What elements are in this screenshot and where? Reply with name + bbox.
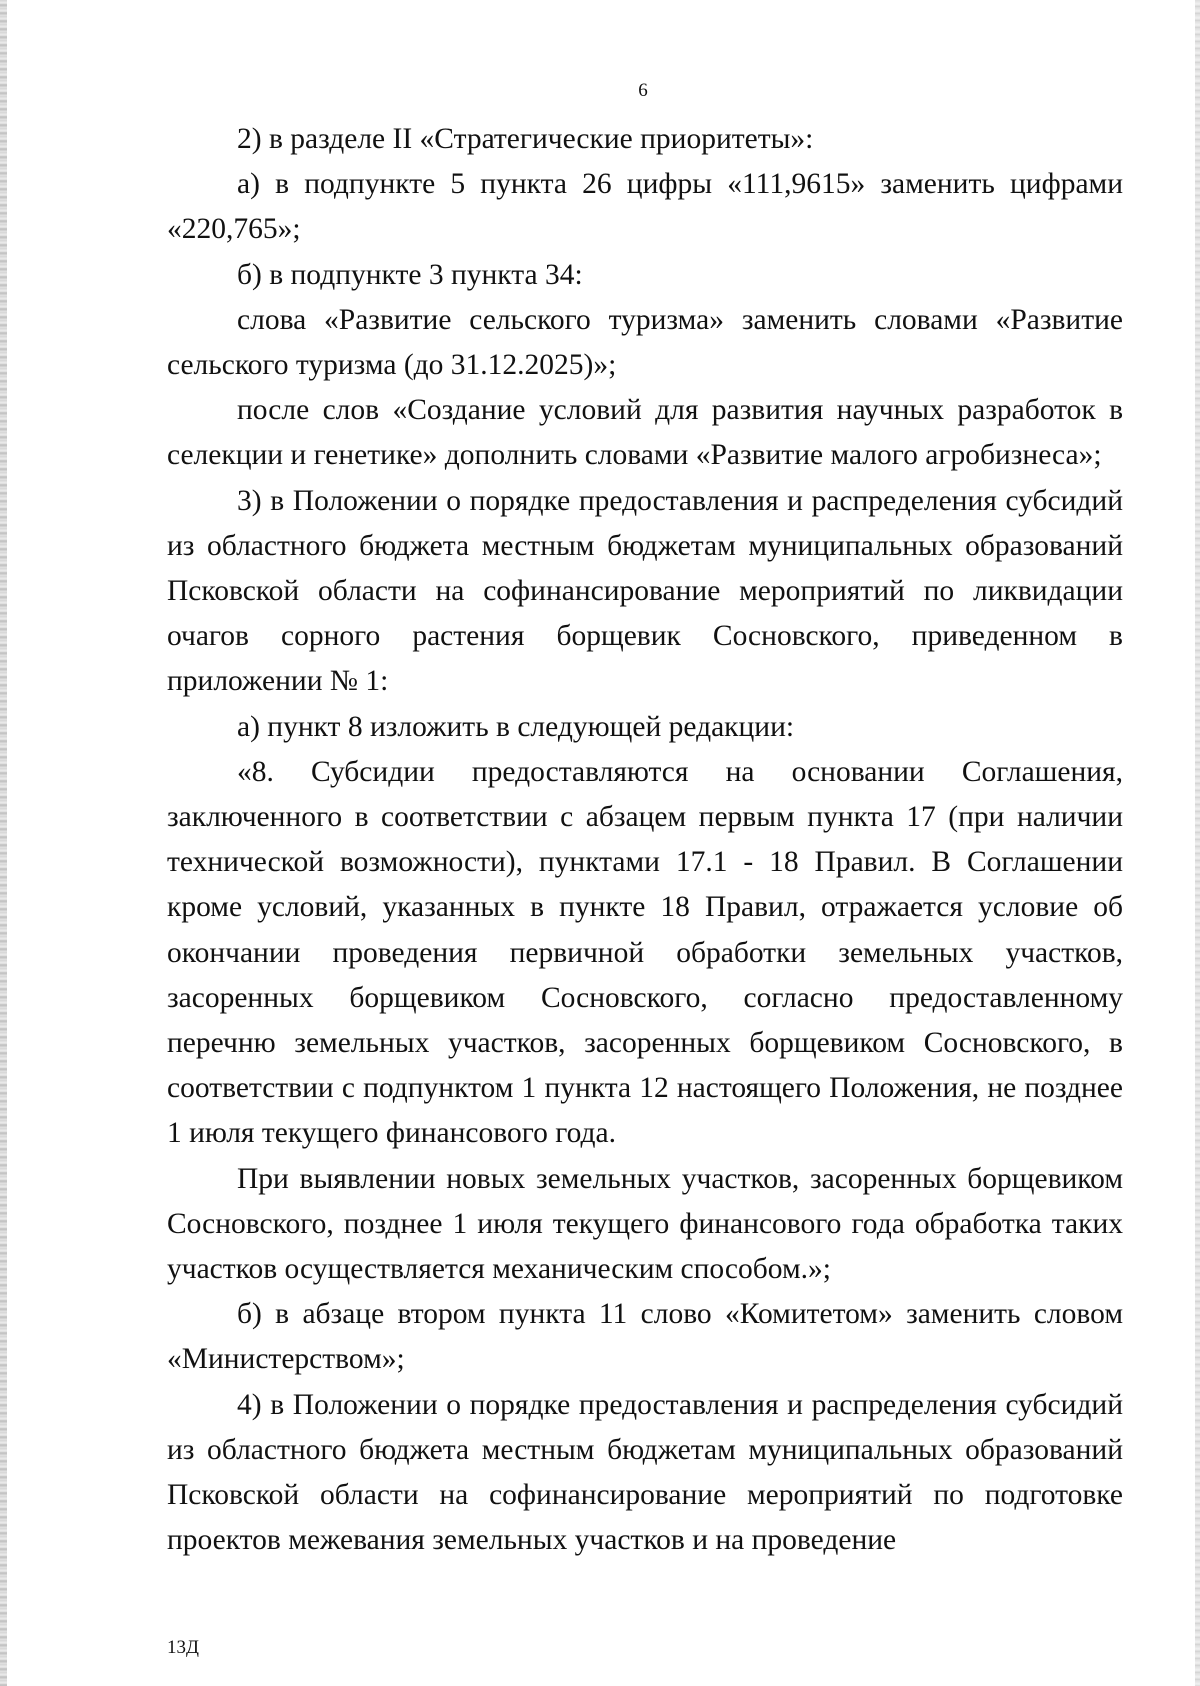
- paragraph-agrobusiness-add: после слов «Создание условий для развития научных разработок в селекции и генетике» дополнить словами «Развитие малого агробизнеса»;: [167, 394, 1123, 472]
- paragraph-clause-8: «8. Субсидии предоставляются на основании Соглашения, заключенного в соответствии с абзацем первым пункта 17 (при наличии технической возможности), пунктами 17.1 - 18 Правил. В Соглашении кроме условий, указанных в пункте 18 Правил, отражается условие об окончании проведения первичной обработки земельных участков, засоренных борщевиком Сосновского, согласно предоставленному перечню земельных участков, засоренных борщевиком Сосновского, в соответствии с подпунктом 1 пункта 12 настоящего Положения, не позднее 1 июля текущего финансового года.: [167, 755, 1123, 1150]
- paragraph-tourism-replace: слова «Развитие сельского туризма» заменить словами «Развитие сельского туризма (до 31.12.2025)»;: [167, 303, 1123, 382]
- paragraph-section-2: 2) в разделе II «Стратегические приоритеты»:: [237, 123, 814, 155]
- paragraph-item-2a: а) в подпункте 5 пункта 26 цифры «111,9615» заменить цифрами «220,765»;: [167, 168, 1123, 246]
- page-number: 6: [638, 80, 648, 101]
- scan-edge-right: [1195, 0, 1200, 1686]
- document-body: [167, 117, 1123, 1564]
- paragraph-item-3b: б) в абзаце втором пункта 11 слово «Комитетом» заменить словом «Министерством»;: [167, 1298, 1123, 1376]
- paragraph-section-4: 4) в Положении о порядке предоставления и распределения субсидий из областного бюджета местным бюджетам муниципальных образований Псковской области на софинансирование мероприятий по подготовке проектов межевания земельных участков и на проведение: [167, 1388, 1123, 1557]
- paragraph-section-3: 3) в Положении о порядке предоставления и распределения субсидий из областного бюджета местным бюджетам муниципальных образований Псковской области на софинансирование мероприятий по ликвидации очагов сорного растения борщевик Сосновского, приведенном в приложении № 1:: [167, 484, 1123, 698]
- paragraph-item-3a: а) пункт 8 изложить в следующей редакции:: [237, 710, 795, 743]
- paragraph-clause-8-continued: При выявлении новых земельных участков, засоренных борщевиком Сосновского, позднее 1 июля текущего финансового года обработка таких участков осуществляется механическим способом.»;: [167, 1162, 1123, 1286]
- footer-document-code: 13Д: [167, 1637, 199, 1658]
- paragraph-item-2b: б) в подпункте 3 пункта 34:: [237, 258, 583, 291]
- scan-edge-left: [0, 0, 7, 1686]
